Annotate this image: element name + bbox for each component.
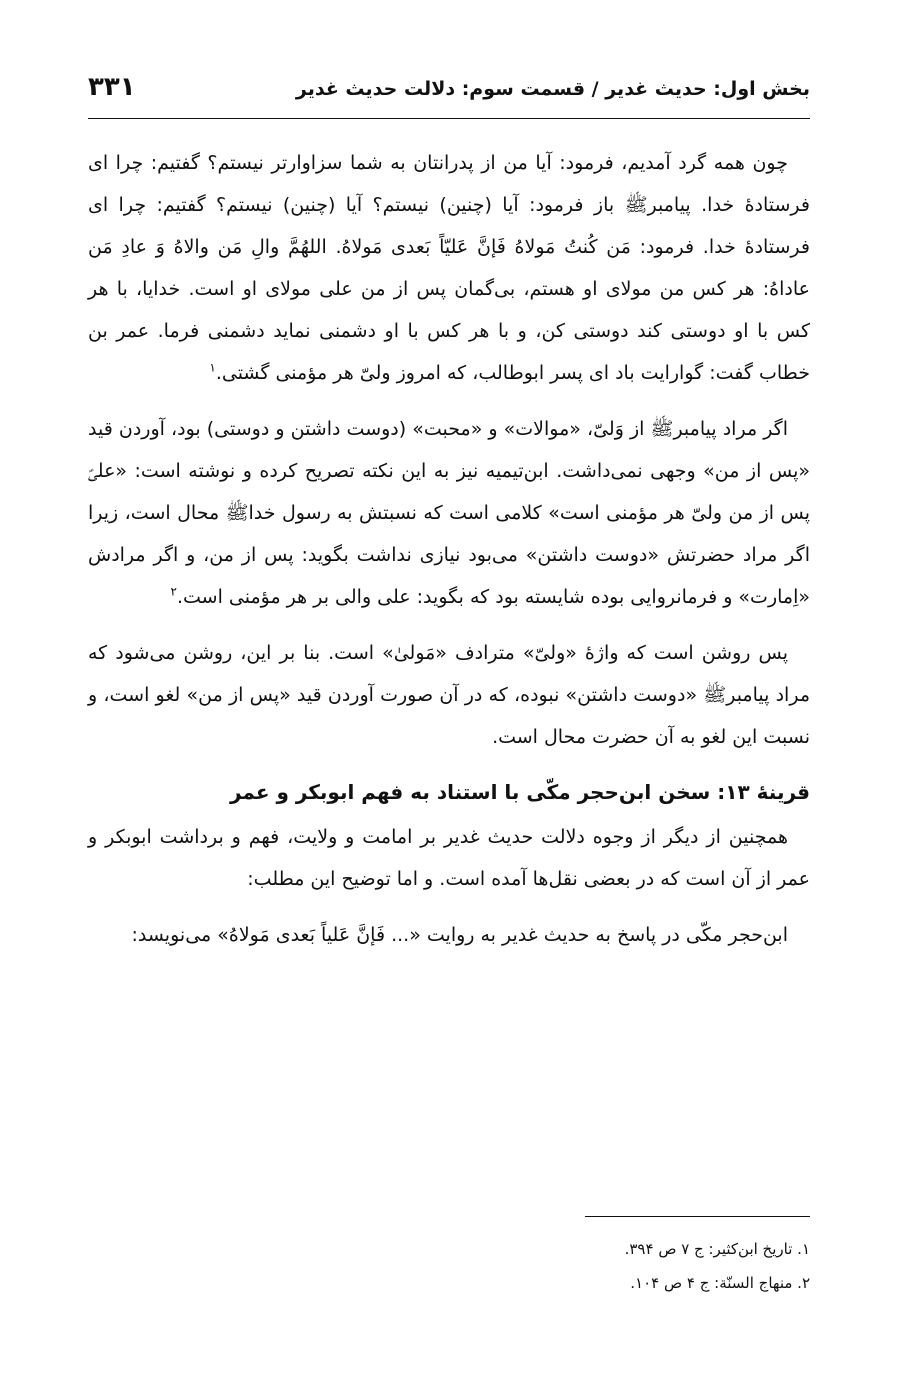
paragraph-text: همچنین از دیگر از وجوه دلالت حدیث غدیر بر امامت و ولایت، فهم و برداشت ابوبکر و عمر از آن است که در بعضی نقل‌ها آمده است. و اما توضیح این مطلب: bbox=[88, 826, 810, 890]
body-text bbox=[88, 142, 810, 970]
section-heading: قرینهٔ ۱۳: سخن ابن‌حجر مکّی با استناد به فهم ابوبکر و عمر bbox=[229, 780, 810, 804]
running-title: بخش اول: حدیث غدیر / قسمت سوم: دلالت حدیث غدیر bbox=[295, 78, 810, 100]
paragraph-text: ابن‌حجر مکّی در پاسخ به حدیث غدیر به روایت «... فَإنَّ عَلیاً بَعدی مَولاهُ» می‌نویسد: bbox=[131, 924, 788, 946]
footnote-rule bbox=[585, 1216, 810, 1217]
paragraph-text: چون همه گرد آمدیم، فرمود: آیا من از پدرانتان به شما سزاوارتر نیستم؟ گفتیم: چرا ای فرستادهٔ خدا. پیامبرﷺ باز فرمود: آیا (چنین) نیستم؟ آیا (چنین) نیستم؟ گفتیم: چرا ای فرستادهٔ خدا. فرمود: مَن کُنتُ مَولاهُ فَإنَّ عَلیّاً بَعدی مَولاهُ. اللهُمَّ والِ مَن والاهُ وَ عادِ مَن عاداهُ: هر کس من مولای او هستم، بی‌گمان پس از من علی مولای او است. خدایا، با هر کس با او دوستی کند دوستی کن، و با هر کس با او دشمنی نماید دشمنی فرما. عمر بن خطاب گفت: گوارایت باد ای پسر ابوطالب، که امروز ولیّ هر مؤمنی گشتی. bbox=[88, 152, 810, 384]
paragraph-ibn-hajar bbox=[88, 914, 810, 956]
footnote-reference-1[interactable]: ۱ bbox=[209, 360, 216, 375]
paragraph-hadith-narration bbox=[88, 142, 810, 394]
paragraph-text: پس روشن است که واژهٔ «ولیّ» مترادف «مَولیٰ» است. بنا بر این، روشن می‌شود که مراد پیامبرﷺ «دوست داشتن» نبوده، که در آن صورت آوردن قید «پس از من» لغو است، و نسبت این لغو به آن حضرت محال است. bbox=[88, 642, 810, 748]
paragraph-text: اگر مراد پیامبرﷺ از وَلیّ، «موالات» و «محبت» (دوست داشتن و دوستی) بود، آوردن قید «پس از من» وجهی نمی‌داشت. ابن‌تیمیه نیز به این نکته تصریح کرده و نوشته است: «علیؑ پس از من ولیّ هر مؤمنی است» کلامی است که نسبتش به رسول خداﷺ محال است، زیرا اگر مراد حضرتش «دوست داشتن» می‌بود نیازی نداشت بگوید: پس از من، و اگر مرادش «اِمارت» و فرمانروایی بوده شایسته بود که بگوید: علی والی بر هر مؤمنی است. bbox=[88, 418, 810, 608]
header-rule bbox=[88, 118, 810, 119]
footnote-1: ۱. تاریخ ابن‌کثیر: ج ۷ ص ۳۹۴. bbox=[624, 1240, 810, 1258]
paragraph-conclusion bbox=[88, 632, 810, 758]
running-header bbox=[88, 72, 810, 112]
footnote-2: ۲. منهاج السنّة: ج ۴ ص ۱۰۴. bbox=[630, 1274, 810, 1292]
paragraph-introduction bbox=[88, 816, 810, 900]
page-number: ۳۳۱ bbox=[88, 72, 136, 102]
paragraph-ibn-taymiyyah bbox=[88, 408, 810, 618]
footnotes bbox=[310, 1232, 810, 1300]
footnote-reference-2[interactable]: ۲ bbox=[170, 584, 177, 599]
